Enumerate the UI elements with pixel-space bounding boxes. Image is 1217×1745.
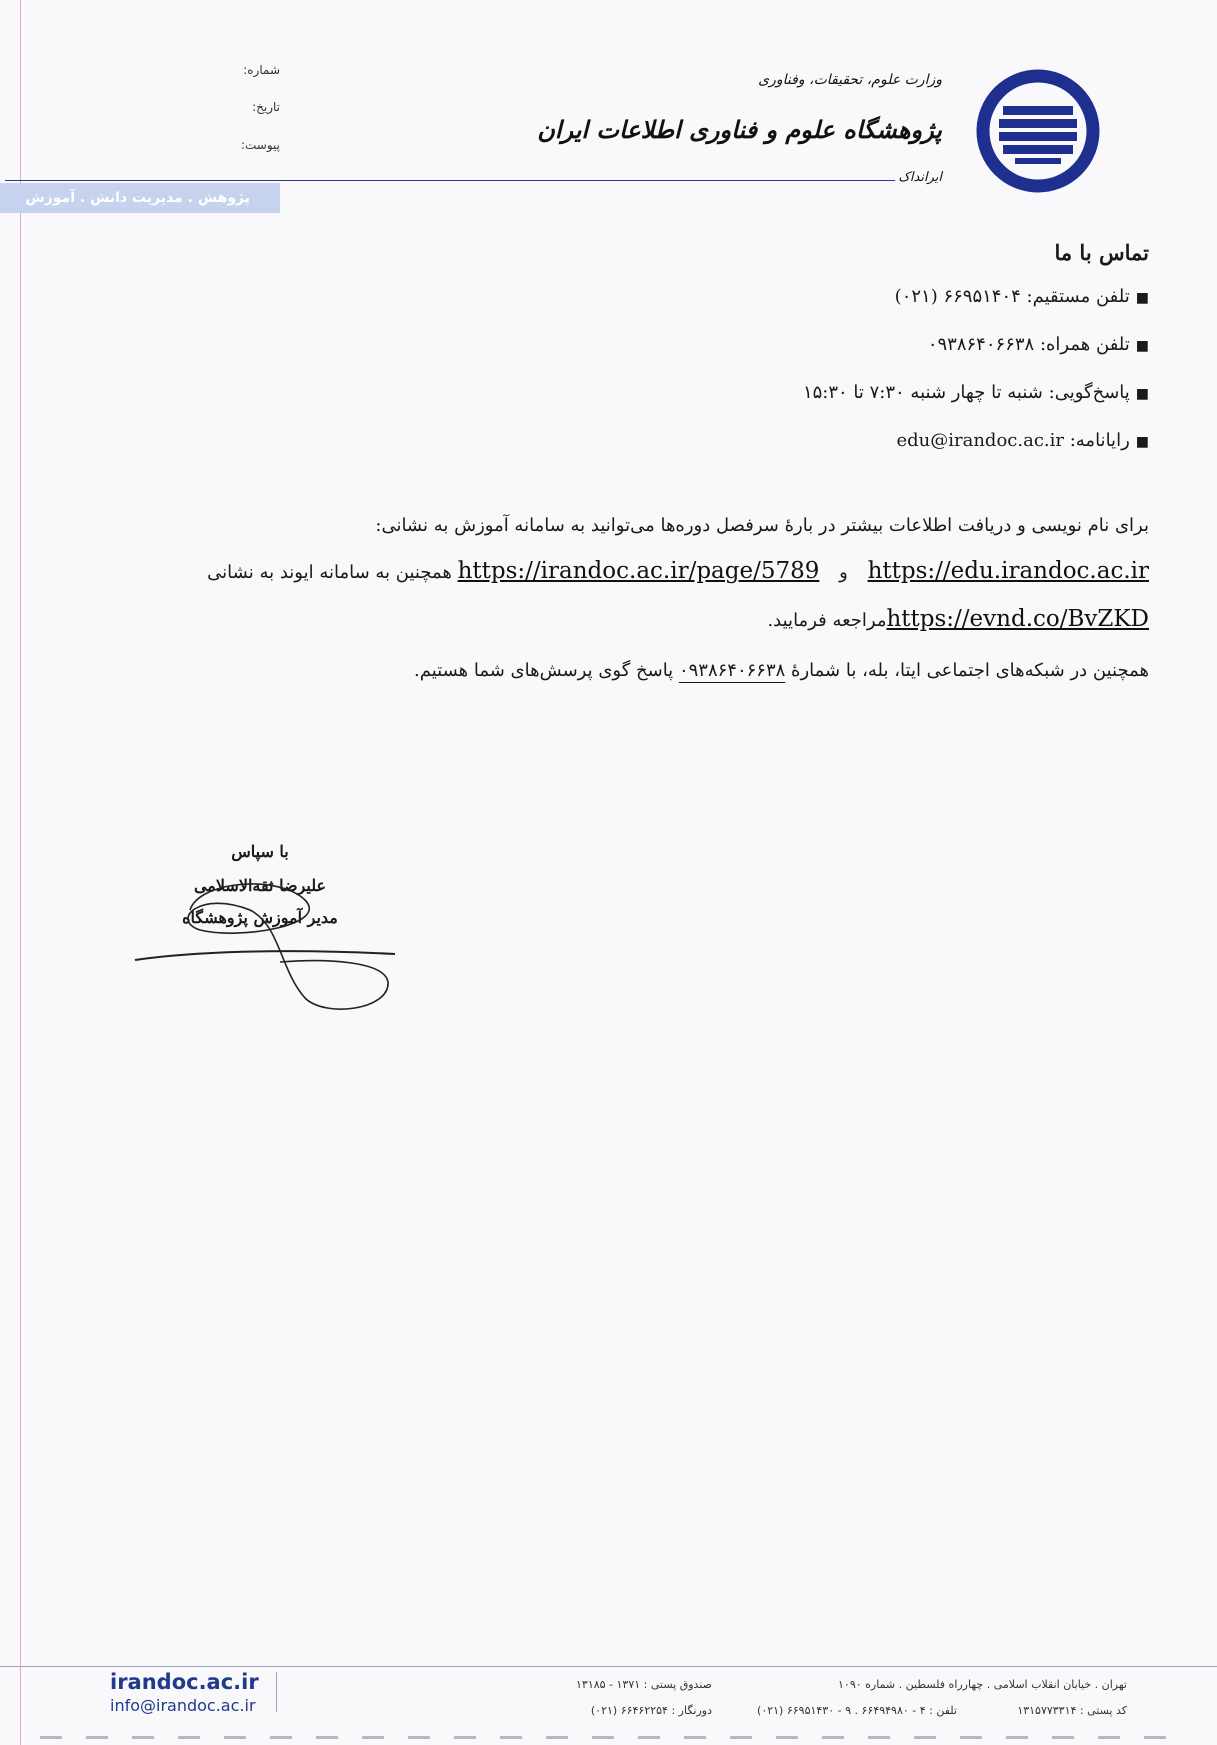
item-label: تلفن همراه:	[1039, 334, 1130, 355]
footer-fax: دورنگار : ۶۶۴۶۲۲۵۴ (۰۲۱)	[590, 1704, 712, 1717]
links-line	[207, 558, 1149, 584]
social-number: ۰۹۳۸۶۴۰۶۶۳۸	[678, 660, 786, 681]
item-label: رایانامه:	[1069, 430, 1130, 451]
page-link[interactable]: https://irandoc.ac.ir/page/5789	[457, 558, 820, 584]
item-value[interactable]: edu@irandoc.ac.ir	[896, 430, 1064, 451]
footer-divider	[276, 1672, 277, 1712]
footer-postal-code: کد پستی : ۱۳۱۵۷۷۳۳۱۴	[1017, 1704, 1127, 1717]
item-value: شنبه تا چهار شنبه ۷:۳۰ تا ۱۵:۳۰	[802, 382, 1043, 403]
evnd-line	[767, 606, 1149, 632]
handwritten-signature	[130, 870, 400, 1020]
social-paragraph	[414, 660, 1149, 681]
footer-domain[interactable]: irandoc.ac.ir	[110, 1670, 259, 1694]
signature-title: مدیر آموزش پژوهشگاه	[182, 908, 338, 927]
header-rule	[5, 180, 895, 181]
contact-item-direct-phone	[895, 286, 1149, 307]
footer-email[interactable]: info@irandoc.ac.ir	[110, 1696, 256, 1715]
bullet-square-icon: ■	[1135, 290, 1149, 306]
date-label: تاریخ:	[252, 100, 280, 114]
refer-text: مراجعه فرمایید.	[767, 610, 887, 631]
attachment-label: پیوست:	[240, 138, 280, 152]
signature-thanks: با سپاس	[231, 842, 289, 861]
institute-name: پژوهشگاه علوم و فناوری اطلاعات ایران	[537, 115, 942, 144]
tagline-bar: پژوهش . مدیریت دانش . آموزش	[0, 183, 280, 213]
irandoc-logo-icon	[975, 68, 1101, 194]
item-label: پاسخ‌گویی:	[1048, 382, 1130, 403]
margin-line	[20, 0, 21, 1745]
signature-name: علیرضا ثقه‌الاسلامی	[193, 876, 327, 895]
footer-rule	[0, 1666, 1217, 1667]
social-end: پاسخ گوی پرسش‌های شما هستیم.	[414, 660, 674, 681]
contact-item-hours	[803, 382, 1149, 403]
and-word: و	[839, 562, 848, 583]
contact-heading: تماس با ما	[1054, 240, 1149, 265]
number-label: شماره:	[243, 63, 280, 77]
item-value: ۶۶۹۵۱۴۰۴ (۰۲۱)	[894, 286, 1021, 307]
evnd-link[interactable]: https://evnd.co/BvZKD	[886, 606, 1149, 632]
scan-edge-dots	[40, 1736, 1180, 1739]
contact-item-mobile	[928, 334, 1149, 355]
ministry-name: وزارت علوم، تحقیقات، وفناوری	[758, 72, 942, 88]
edu-link[interactable]: https://edu.irandoc.ac.ir	[867, 558, 1149, 584]
bullet-square-icon: ■	[1135, 338, 1149, 354]
item-label: تلفن مستقیم:	[1026, 286, 1130, 307]
registration-paragraph: برای نام نویسی و دریافت اطلاعات بیشتر در بارهٔ سرفصل دوره‌ها می‌توانید به سامانه آموزش به نشانی:	[375, 515, 1149, 536]
institute-abbreviation: ایرانداک	[898, 170, 942, 185]
footer-pobox: صندوق پستی : ۱۳۷۱ - ۱۳۱۸۵	[576, 1678, 712, 1691]
footer-address: تهران . خیابان انقلاب اسلامی . چهارراه فلسطین . شماره ۱۰۹۰	[838, 1678, 1127, 1691]
footer-phone: تلفن : ۴ - ۶۶۴۹۴۹۸۰ . ۹ - ۶۶۹۵۱۴۳۰ (۰۲۱)	[757, 1704, 957, 1717]
social-start: همچنین در شبکه‌های اجتماعی ایتا، بله، با شمارهٔ	[791, 660, 1149, 681]
bullet-square-icon: ■	[1135, 386, 1149, 402]
bullet-square-icon: ■	[1135, 434, 1149, 450]
evnd-intro: همچنین به سامانه ایوند به نشانی	[207, 562, 452, 583]
item-value: ۰۹۳۸۶۴۰۶۶۳۸	[927, 334, 1035, 355]
contact-item-email	[896, 430, 1149, 451]
